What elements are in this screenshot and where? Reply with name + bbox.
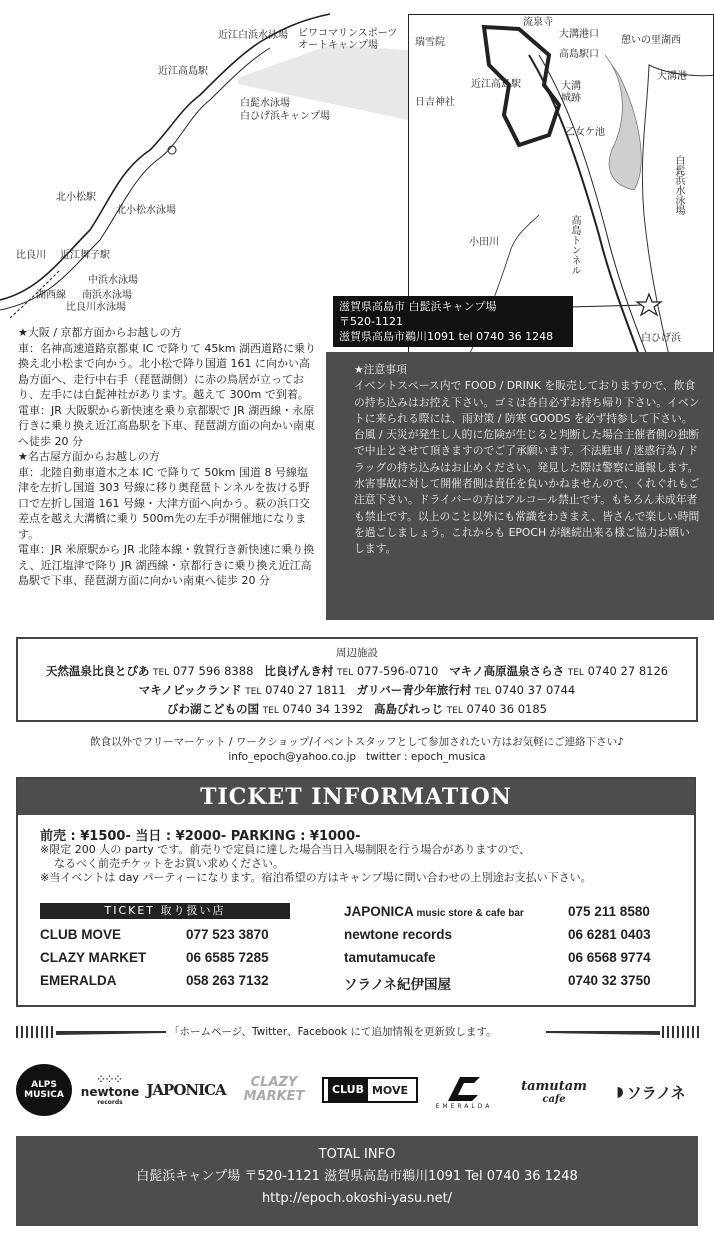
- ticket-header: TICKET INFORMATION: [18, 779, 694, 815]
- directions-text: 車：名神高速道路京都東 IC で降りて 45km 湖西道路に乗り換え北小松まで向かう。北小松で降り国道 161 に向かい高島方面へ、走行中右手（琵琶湖側）に赤の鳥居が立っており、左手には白髭神社があります。越えて 300m で到着。: [18, 341, 316, 401]
- map-label: 大溝港: [657, 71, 687, 82]
- nearby-title: 周辺施設: [336, 647, 378, 659]
- clazy-market-logo: CLAZY MARKET: [243, 1075, 305, 1104]
- directions-text: 電車：JR 大阪駅から新快速を乗り京都駅で JR 湖西線・永原行きに乗り換え近江高島駅を下車、琵琶湖方面の向かい南東へ徒歩 20 分: [18, 403, 315, 448]
- ticket-note: なるべく前売チケットをお買い求めください。: [54, 857, 285, 870]
- map-label: 大溝: [561, 81, 581, 92]
- notes-title: ★注意事項: [354, 363, 407, 376]
- ticket-prices: 前売 : ¥1500- 当日 : ¥2000- PARKING : ¥1000-: [40, 829, 361, 844]
- nearby-facilities: [16, 637, 698, 722]
- outlet-name: [344, 904, 524, 919]
- nearby-row: [18, 701, 696, 717]
- map-label: オートキャンプ場: [298, 40, 378, 51]
- total-info: [16, 1136, 698, 1226]
- soranone-logo: [604, 1072, 698, 1112]
- map-label: 小田川: [469, 237, 499, 248]
- map-label: 白髭浜水泳場: [673, 155, 684, 215]
- emeralda-logo: [422, 1066, 506, 1116]
- map-label: 近江白浜水泳場: [218, 30, 288, 41]
- ticket-note: ※当イベントは day パーティーになります。宿泊希望の方はキャンプ場に問い合わせの上別途お支払い下さい。: [40, 871, 592, 884]
- club-move-logo-b: MOVE: [371, 1083, 409, 1097]
- outlet-tel: 06 6281 0403: [568, 927, 651, 942]
- facility-tel: 077 596 8388: [172, 664, 254, 678]
- map-label: 城跡: [561, 93, 581, 104]
- tel-prefix: TEL: [474, 687, 492, 697]
- directions-heading: ★名古屋方面からお越しの方: [18, 450, 160, 463]
- outlet-name: newtone records: [344, 927, 453, 942]
- venue-name: 滋賀県高島市 白髭浜キャンプ場: [339, 300, 497, 313]
- map-label: 近江高島駅: [158, 66, 208, 77]
- map-label: 白髭水泳場: [240, 98, 290, 109]
- map-label: 中浜水泳場: [88, 275, 138, 286]
- map-label: 憩いの里湖西: [621, 35, 681, 46]
- outlet-tel: 0740 32 3750: [568, 973, 651, 988]
- outlet-tel: 058 263 7132: [186, 973, 269, 988]
- club-move-logo: [322, 1077, 418, 1103]
- alps-musica-logo: ALPS MUSICA: [16, 1064, 72, 1116]
- contact-info: [0, 735, 714, 765]
- nearby-row: [18, 663, 696, 679]
- map-label: 瑞雪院: [415, 37, 445, 48]
- half-moon-icon: ◗: [616, 1084, 624, 1100]
- newtone-logo-text: newtone: [80, 1084, 140, 1099]
- facility-tel: 0740 36 0185: [466, 702, 547, 716]
- emeralda-icon: [444, 1073, 484, 1103]
- venue-postal: 〒520-1121: [339, 315, 403, 328]
- outlet-tel: 06 6568 9774: [568, 950, 651, 965]
- tamutamu-logo-text: tamutam: [521, 1079, 587, 1094]
- japonica-logo: JAPONICA: [146, 1081, 226, 1099]
- map-label: 日吉神社: [415, 97, 455, 108]
- website-link[interactable]: http://epoch.okoshi-yasu.net/: [261, 1191, 453, 1206]
- map-label: 近江舞子駅: [60, 250, 110, 261]
- directions-text: 電車：JR 米原駅から JR 北陸本線・敦賀行き新快速に乗り換え、近江塩津で降り JR 湖西線・京都行きに乗り換え近江高島駅で下車、琵琶湖方面に向かい南東へ徒歩 20 分: [18, 543, 315, 587]
- tel-prefix: TEL: [245, 687, 262, 697]
- directions-text: 車：北陸自動車道木之本 IC で降りて 50km 国道 8 号線塩津を左折し国道 303 号線に移り奥琵琶トンネルを抜ける野口で左折し国道 161 号線・大津方面へ向かう。萩の浜口交差点を越え大溝橋に乗り 500m先の左手が開催地になります。: [18, 465, 310, 541]
- stripe-decoration: [546, 1026, 700, 1038]
- outlet-name: CLUB MOVE: [40, 927, 121, 942]
- facility-name: 高島びれっじ: [373, 702, 443, 716]
- newtone-logo: [80, 1070, 140, 1110]
- map-label: 高島駅口: [559, 49, 599, 60]
- venue-address-box: [333, 296, 573, 347]
- ticket-notes: [40, 843, 592, 885]
- outlet-tel: 077 523 3870: [186, 927, 269, 942]
- club-move-logo-a: CLUB: [328, 1079, 368, 1101]
- tel-prefix: TEL: [262, 706, 279, 716]
- outlet-name: EMERALDA: [40, 973, 117, 988]
- tel-prefix: TEL: [567, 668, 584, 678]
- venue-address: 滋賀県高島市鵜川1091 tel 0740 36 1248: [339, 330, 554, 343]
- facility-tel: 0740 37 0744: [494, 683, 576, 697]
- facility-name: マキノ高原温泉さらさ: [449, 664, 565, 678]
- facility-name: 天然温泉比良とぴあ: [45, 664, 150, 678]
- outlet-name: tamutamucafe: [344, 950, 436, 965]
- update-text: 「ホームページ、Twitter、Facebook にて追加情報を更新致します。: [169, 1026, 497, 1038]
- map-label: 白ひげ浜: [641, 333, 681, 344]
- outlet-tel: 06 6585 7285: [186, 950, 269, 965]
- tamutamu-logo: [516, 1072, 592, 1112]
- notes-body: イベントスペース内で FOOD / DRINK を販売しておりますので、飲食の持ち込みはお控え下さい。ゴミは各自必ずお持ち帰り下さい。イベントに来られる際には、雨対策 / 防寒 GOODS を必ず持参して下さい。台風 / 天災が発生し人的に危険が生じると判断した場合主催者側の独断で中止とさせて頂きますのでご了承願います。不法駐車 / 迷惑行為 / ドラッグの持ち込みはお止めください。発見した際は警察に通報します。水害事故に対して開催者側は責任を負いかねませんので、くれぐれもご注意下さい。ドライバーの方はアルコール禁止です。もちろん未成年者も禁止です。以上のこと以外にも常識をわきまえ、皆さんで楽しい時間を過ごしましょう。これからも EPOCH が継続出来る様ご協力お願いします。: [354, 379, 700, 556]
- tamutamu-logo-sub: cafe: [542, 1094, 566, 1105]
- facility-name: マキノピックランド: [138, 683, 242, 697]
- facility-tel: 0740 34 1392: [282, 702, 364, 716]
- dots-icon: ⁘⁘⁘: [97, 1074, 123, 1085]
- nearby-row: [18, 682, 696, 698]
- map-label: 北小松水泳場: [116, 205, 176, 216]
- newtone-logo-sub: records: [97, 1098, 123, 1106]
- contact-email[interactable]: info_epoch@yahoo.co.jp: [228, 751, 357, 763]
- outlets-title: TICKET 取り扱い店: [40, 903, 290, 919]
- map-label: 南浜水泳場: [82, 290, 132, 301]
- contact-message: 飲食以外でフリーマーケット / ワークショップ/イベントスタッフとして参加されたい方はお気軽にご連絡下さい♪: [90, 736, 624, 748]
- facility-name: 比良げんき村: [264, 664, 334, 678]
- soranone-logo-text: ソラノネ: [626, 1083, 686, 1102]
- map-label: 流泉寺: [523, 17, 553, 28]
- map-label: ビワコマリンスポーツ: [298, 28, 398, 39]
- emeralda-logo-text: EMERALDA: [435, 1102, 493, 1110]
- total-info-title: TOTAL INFO: [318, 1147, 396, 1162]
- notes-panel: [326, 352, 714, 620]
- map-label: 高島トンネル: [569, 215, 580, 275]
- map-label: 近江高島駅: [471, 79, 521, 90]
- ticket-note: ※限定 200 人の party です。前売りで定員に達した場合当日入場制限を行う場合がありますので、: [40, 843, 531, 856]
- outlet-tel: 075 211 8580: [568, 904, 650, 919]
- directions: [18, 325, 316, 589]
- outlet-name-main: JAPONICA: [344, 904, 414, 919]
- map-label: 乙女ケ池: [565, 127, 605, 138]
- map-label: 湖西線: [36, 290, 66, 301]
- sponsor-logos: [16, 1062, 706, 1122]
- map-label: 北小松駅: [56, 192, 96, 203]
- outlet-subtitle: music store & cafe bar: [413, 908, 524, 919]
- directions-heading: ★大阪 / 京都方面からお越しの方: [18, 326, 182, 339]
- map-label: 大溝港口: [559, 29, 599, 40]
- outlet-name: CLAZY MARKET: [40, 950, 147, 965]
- map-label: 比良川水泳場: [66, 302, 126, 313]
- tel-prefix: TEL: [337, 668, 354, 678]
- contact-twitter[interactable]: twitter : epoch_musica: [366, 751, 486, 763]
- facility-tel: 0740 27 8126: [587, 664, 669, 678]
- tel-prefix: TEL: [153, 668, 170, 678]
- facility-name: ガリバー青少年旅行村: [356, 683, 472, 697]
- facility-tel: 0740 27 1811: [265, 683, 346, 697]
- overview-map: [0, 0, 408, 318]
- stripe-decoration: [16, 1026, 166, 1038]
- tel-prefix: TEL: [446, 706, 463, 716]
- map-label: 比良川: [16, 250, 46, 261]
- facility-name: びわ湖こどもの国: [167, 702, 260, 716]
- facility-tel: 077-596-0710: [356, 664, 439, 678]
- total-info-address: 白髭浜キャンプ場 〒520-1121 滋賀県高島市鵜川1091 Tel 0740 36 1248: [136, 1169, 578, 1184]
- map-label: 白ひげ浜キャンプ場: [240, 111, 330, 122]
- update-notice: [16, 1024, 700, 1038]
- outlet-name: ソラノネ紀伊国屋: [344, 977, 452, 992]
- ticket-information: [16, 777, 696, 1007]
